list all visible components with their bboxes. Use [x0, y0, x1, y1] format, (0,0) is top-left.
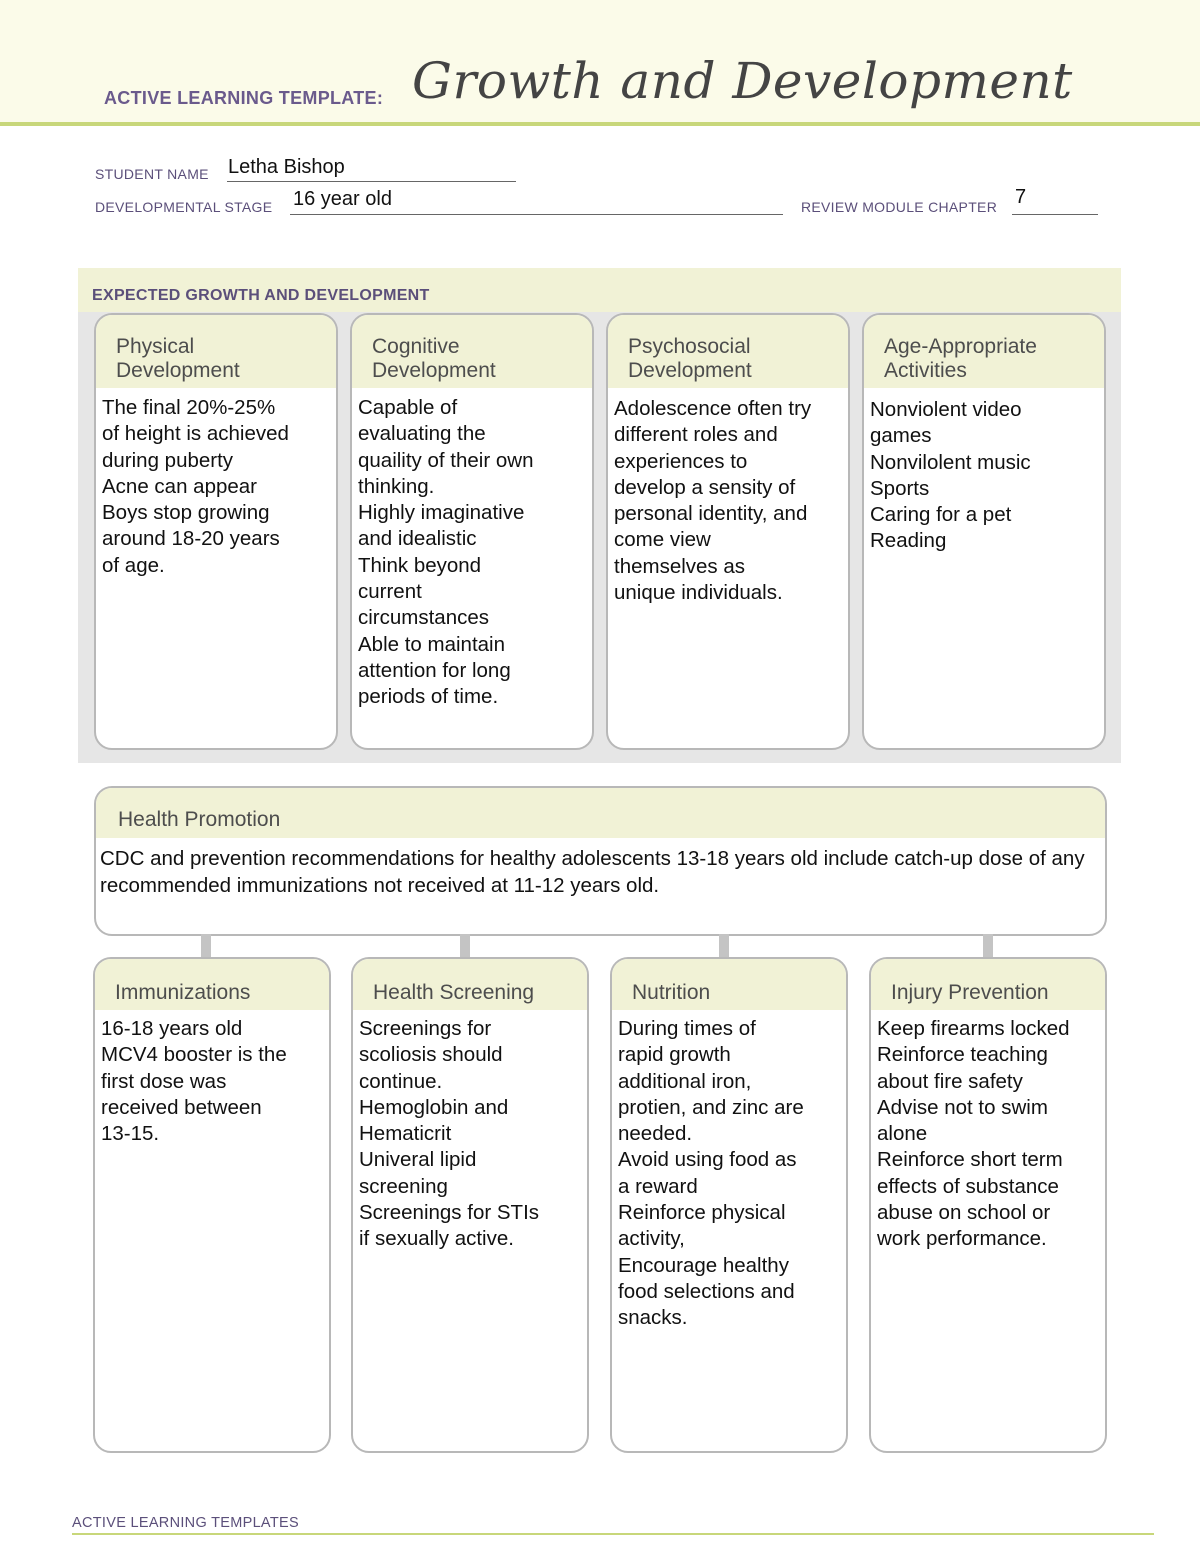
review-module-chapter-field[interactable]: 7	[1015, 186, 1027, 208]
psychosocial-development-text[interactable]: Adolescence often try different roles and experiences to develop a sensity of personal identity, and come view themselves as unique individuals.	[614, 397, 812, 605]
card-heading: Nutrition	[632, 981, 711, 1004]
physical-development-text[interactable]: The final 20%-25% of height is achieved during puberty Acne can appear Boys stop growing around 18-20 years of age.	[102, 396, 289, 577]
injury-prevention-card	[869, 957, 1107, 1453]
psychosocial-development-card	[606, 313, 850, 750]
student-name-label: STUDENT NAME	[95, 166, 209, 182]
health-promotion-heading: Health Promotion	[118, 808, 281, 831]
connector	[201, 934, 211, 958]
student-name-underline	[227, 181, 516, 182]
page-title: Growth and Development	[412, 52, 1073, 110]
review-module-chapter-label: REVIEW MODULE CHAPTER	[801, 199, 998, 215]
developmental-stage-label: DEVELOPMENTAL STAGE	[95, 199, 273, 215]
cognitive-development-text[interactable]: Capable of evaluating the quaility of their own thinking. Highly imaginative and idealistic Think beyond current circumstances Able to maintain attention for long periods of time.	[358, 396, 534, 709]
age-appropriate-activities-text[interactable]: Nonviolent video games Nonvilolent music Sports Caring for a pet Reading	[870, 398, 1031, 553]
injury-prevention-text[interactable]: Keep firearms locked Reinforce teaching about fire safety Advise not to swim alone Reinforce short term effects of substance abuse on school or work performance.	[877, 1017, 1070, 1251]
connector	[719, 934, 729, 958]
template-label: ACTIVE LEARNING TEMPLATE:	[104, 88, 384, 108]
developmental-stage-field[interactable]: 16 year old	[293, 188, 392, 210]
card-heading: Psychosocial Development	[628, 335, 752, 382]
footer-divider	[72, 1533, 1154, 1535]
card-heading: Cognitive Development	[372, 335, 496, 382]
card-heading: Age-Appropriate Activities	[884, 335, 1037, 382]
immunizations-card	[93, 957, 331, 1453]
physical-development-card	[94, 313, 338, 750]
developmental-stage-underline	[290, 214, 783, 215]
health-screening-card	[351, 957, 589, 1453]
nutrition-text[interactable]: During times of rapid growth additional iron, protien, and zinc are needed. Avoid using food as a reward Reinforce physical activity, Encourage healthy food selections and snacks.	[618, 1017, 804, 1330]
health-promotion-card	[94, 786, 1107, 936]
header-divider	[0, 122, 1200, 126]
student-name-field[interactable]: Letha Bishop	[228, 156, 345, 178]
card-heading: Physical Development	[116, 335, 240, 382]
cognitive-development-card	[350, 313, 594, 750]
connector	[983, 934, 993, 958]
review-module-chapter-underline	[1012, 214, 1098, 215]
immunizations-text[interactable]: 16-18 years old MCV4 booster is the first dose was received between 13-15.	[101, 1017, 287, 1146]
card-heading: Injury Prevention	[891, 981, 1049, 1004]
nutrition-card	[610, 957, 848, 1453]
health-promotion-text[interactable]: CDC and prevention recommendations for healthy adolescents 13-18 years old include catch-up dose of any recommended immunizations not received at 11-12 years old.	[100, 847, 1085, 897]
card-heading: Immunizations	[115, 981, 251, 1004]
footer-label: ACTIVE LEARNING TEMPLATES	[72, 1515, 299, 1531]
expected-growth-title: EXPECTED GROWTH AND DEVELOPMENT	[92, 287, 430, 304]
card-heading: Health Screening	[373, 981, 535, 1004]
health-screening-text[interactable]: Screenings for scoliosis should continue. Hemoglobin and Hematicrit Univeral lipid screening Screenings for STIs if sexually active.	[359, 1017, 540, 1251]
age-appropriate-activities-card	[862, 313, 1106, 750]
connector	[460, 934, 470, 958]
